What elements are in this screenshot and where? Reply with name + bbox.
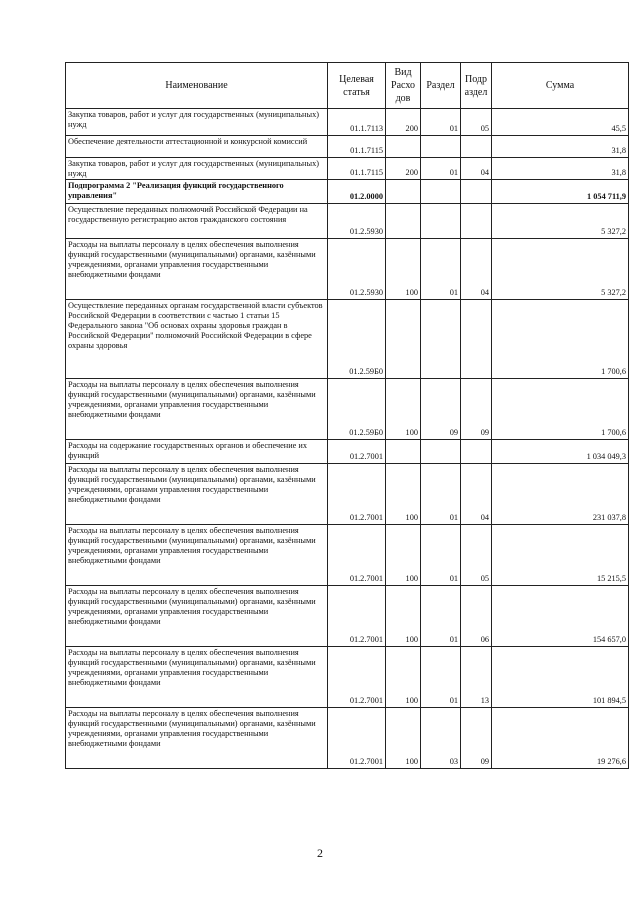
cell-amount: 1 034 049,3 <box>492 440 629 464</box>
cell-name: Закупка товаров, работ и услуг для государственных (муниципальных) нужд <box>66 158 328 180</box>
table-row <box>66 379 629 440</box>
cell-target-article: 01.2.59Б0 <box>328 379 386 440</box>
cell-amount: 101 894,5 <box>492 647 629 708</box>
cell-subsection: 09 <box>461 708 492 769</box>
cell-subsection <box>461 440 492 464</box>
table-row <box>66 239 629 300</box>
table-row <box>66 440 629 464</box>
cell-amount: 31,8 <box>492 158 629 180</box>
table-body <box>66 109 629 769</box>
cell-expense-type: 100 <box>386 586 421 647</box>
cell-expense-type: 200 <box>386 158 421 180</box>
cell-subsection <box>461 204 492 239</box>
cell-name: Осуществление переданных органам государственной власти субъектов Российской Федерации в соответствии с частью 1 статьи 15 Федерального закона "Об основах охраны здоровья граждан в Российской Федерации" полномочий Российской Федерации в сфере охраны здоровья <box>66 300 328 379</box>
cell-target-article: 01.2.0000 <box>328 180 386 204</box>
cell-target-article: 01.1.7113 <box>328 109 386 136</box>
cell-amount: 231 037,8 <box>492 464 629 525</box>
header-subsection: Подр аздел <box>461 63 492 109</box>
cell-subsection: 06 <box>461 586 492 647</box>
cell-target-article: 01.2.5930 <box>328 239 386 300</box>
table-row <box>66 109 629 136</box>
cell-name: Расходы на выплаты персоналу в целях обеспечения выполнения функций государственными (муниципальными) органами, казёнными учреждениями, органами управления государственными внебюджетными фондами <box>66 379 328 440</box>
cell-name: Закупка товаров, работ и услуг для государственных (муниципальных) нужд <box>66 109 328 136</box>
cell-name: Расходы на выплаты персоналу в целях обеспечения выполнения функций государственными (муниципальными) органами, казёнными учреждениями, органами управления государственными внебюджетными фондами <box>66 647 328 708</box>
cell-expense-type: 100 <box>386 647 421 708</box>
cell-amount: 45,5 <box>492 109 629 136</box>
cell-expense-type: 100 <box>386 464 421 525</box>
cell-target-article: 01.2.7001 <box>328 464 386 525</box>
cell-subsection: 05 <box>461 109 492 136</box>
cell-target-article: 01.2.7001 <box>328 440 386 464</box>
cell-amount: 5 327,2 <box>492 204 629 239</box>
cell-name: Расходы на выплаты персоналу в целях обеспечения выполнения функций государственными (муниципальными) органами, казёнными учреждениями, органами управления государственными внебюджетными фондами <box>66 586 328 647</box>
cell-target-article: 01.2.7001 <box>328 647 386 708</box>
cell-expense-type <box>386 440 421 464</box>
cell-target-article: 01.1.7115 <box>328 158 386 180</box>
cell-section <box>421 204 461 239</box>
cell-section: 01 <box>421 158 461 180</box>
cell-name: Обеспечение деятельности аттестационной и конкурсной комиссий <box>66 136 328 158</box>
cell-amount: 5 327,2 <box>492 239 629 300</box>
cell-subsection: 04 <box>461 239 492 300</box>
cell-subsection: 09 <box>461 379 492 440</box>
table-row <box>66 586 629 647</box>
table-row <box>66 158 629 180</box>
cell-section: 01 <box>421 647 461 708</box>
cell-expense-type <box>386 180 421 204</box>
cell-section: 01 <box>421 586 461 647</box>
cell-subsection: 04 <box>461 158 492 180</box>
table-row <box>66 647 629 708</box>
budget-table <box>65 62 629 769</box>
cell-subsection: 05 <box>461 525 492 586</box>
cell-section: 01 <box>421 239 461 300</box>
cell-target-article: 01.2.5930 <box>328 204 386 239</box>
header-name: Наименование <box>66 63 328 109</box>
cell-expense-type: 100 <box>386 239 421 300</box>
cell-name: Расходы на выплаты персоналу в целях обеспечения выполнения функций государственными (муниципальными) органами, казёнными учреждениями, органами управления государственными внебюджетными фондами <box>66 525 328 586</box>
cell-expense-type <box>386 204 421 239</box>
cell-subsection <box>461 136 492 158</box>
cell-target-article: 01.2.7001 <box>328 525 386 586</box>
cell-name: Осуществление переданных полномочий Российской Федерации на государственную регистрацию актов гражданского состояния <box>66 204 328 239</box>
cell-name: Подпрограмма 2 "Реализация функций государственного управления" <box>66 180 328 204</box>
cell-amount: 19 276,6 <box>492 708 629 769</box>
table-row <box>66 180 629 204</box>
cell-target-article: 01.1.7115 <box>328 136 386 158</box>
cell-expense-type: 200 <box>386 109 421 136</box>
cell-section <box>421 440 461 464</box>
cell-subsection <box>461 180 492 204</box>
cell-subsection: 13 <box>461 647 492 708</box>
cell-amount: 15 215,5 <box>492 525 629 586</box>
cell-section: 01 <box>421 464 461 525</box>
cell-amount: 154 657,0 <box>492 586 629 647</box>
cell-section <box>421 136 461 158</box>
cell-amount: 1 054 711,9 <box>492 180 629 204</box>
cell-expense-type <box>386 300 421 379</box>
cell-name: Расходы на выплаты персоналу в целях обеспечения выполнения функций государственными (муниципальными) органами, казёнными учреждениями, органами управления государственными внебюджетными фондами <box>66 239 328 300</box>
table-row <box>66 708 629 769</box>
table-row <box>66 300 629 379</box>
cell-amount: 31,8 <box>492 136 629 158</box>
cell-section <box>421 180 461 204</box>
cell-name: Расходы на выплаты персоналу в целях обеспечения выполнения функций государственными (муниципальными) органами, казёнными учреждениями, органами управления государственными внебюджетными фондами <box>66 708 328 769</box>
header-target-article: Целевая статья <box>328 63 386 109</box>
cell-expense-type: 100 <box>386 525 421 586</box>
cell-section: 01 <box>421 525 461 586</box>
header-expense-type: Вид Расхо дов <box>386 63 421 109</box>
cell-expense-type: 100 <box>386 708 421 769</box>
table-row <box>66 204 629 239</box>
table-row <box>66 464 629 525</box>
page-number: 2 <box>317 846 323 860</box>
cell-section: 03 <box>421 708 461 769</box>
header-amount: Сумма <box>492 63 629 109</box>
cell-target-article: 01.2.7001 <box>328 708 386 769</box>
cell-subsection: 04 <box>461 464 492 525</box>
table-row <box>66 136 629 158</box>
table-row <box>66 525 629 586</box>
cell-expense-type <box>386 136 421 158</box>
table-header <box>66 63 629 109</box>
cell-target-article: 01.2.7001 <box>328 586 386 647</box>
header-section: Раздел <box>421 63 461 109</box>
cell-amount: 1 700,6 <box>492 300 629 379</box>
cell-subsection <box>461 300 492 379</box>
cell-section: 09 <box>421 379 461 440</box>
cell-expense-type: 100 <box>386 379 421 440</box>
cell-name: Расходы на содержание государственных органов и обеспечение их функций <box>66 440 328 464</box>
cell-section <box>421 300 461 379</box>
cell-amount: 1 700,6 <box>492 379 629 440</box>
cell-section: 01 <box>421 109 461 136</box>
cell-target-article: 01.2.59Б0 <box>328 300 386 379</box>
cell-name: Расходы на выплаты персоналу в целях обеспечения выполнения функций государственными (муниципальными) органами, казёнными учреждениями, органами управления государственными внебюджетными фондами <box>66 464 328 525</box>
